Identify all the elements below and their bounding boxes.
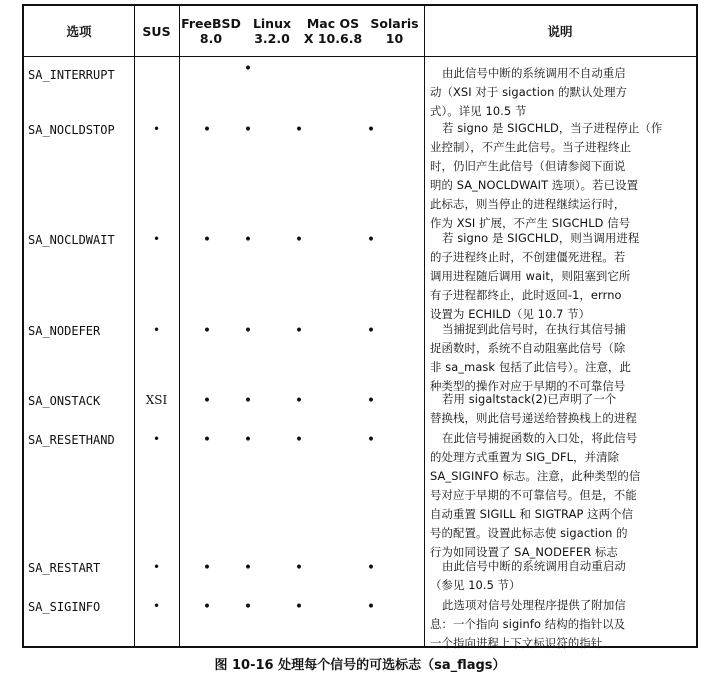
linux-support-mark: • — [243, 122, 253, 138]
header-description: 说明 — [547, 23, 573, 39]
solaris-support-mark: • — [366, 393, 376, 409]
header-linux: Linux 3.2.0 — [252, 16, 292, 46]
macos-support-mark: • — [294, 232, 304, 248]
sus-support: • — [152, 560, 161, 574]
option-description: 在此信号捕捉函数的入口处，将此信号 的处理方式重置为 SIG_DFL，并清除 SA_SIGINFO 标志。注意，此种类型的信 号对应于早期的不可靠信号。但是，不能 自动重置 SIGILL 和 SIGTRAP 这两个信 号的配置。设置此标志使 sigaction 的 行为如同设置了 SA_NODEFER 标志 — [430, 431, 641, 559]
option-description: 若 signo 是 SIGCHLD，当子进程停止（作 业控制），不产生此信号。当子进程终止 时，仍旧产生此信号（但请参阅下面说 明的 SA_NOCLDWAIT 选项）。若已设置 此标志，则当停止的进程继续运行时， 作为 XSI 扩展，不产生 SIGCHLD 信号 — [430, 121, 663, 230]
macos-support-mark: • — [294, 599, 304, 615]
macos-support-mark: • — [294, 393, 304, 409]
linux-support-mark: • — [243, 599, 253, 615]
header-freebsd: FreeBSD 8.0 — [181, 16, 241, 46]
linux-support-mark: • — [243, 560, 253, 576]
freebsd-support-mark: • — [202, 599, 212, 615]
header-divider — [24, 56, 696, 57]
option-description: 由此信号中断的系统调用不自动重启 动（XSI 对于 sigaction 的默认处理方 式）。详见 10.5 节 — [430, 66, 628, 118]
solaris-support-mark: • — [366, 432, 376, 448]
option-description: 此选项对信号处理程序提供了附加信 息：一个指向 siginfo 结构的指针以及 一个指向进程上下文标识符的指针 — [430, 598, 626, 650]
freebsd-support-mark: • — [202, 393, 212, 409]
freebsd-support-mark: • — [202, 432, 212, 448]
linux-support-mark: • — [243, 393, 253, 409]
option-name: SA_SIGINFO — [28, 600, 101, 614]
option-name: SA_NOCLDWAIT — [28, 233, 115, 247]
option-description: 若 signo 是 SIGCHLD，则当调用进程 的子进程终止时，不创建僵死进程。若 调用进程随后调用 wait，则阻塞到它所 有子进程都终止，此时返回-1，errno 设置为 ECHILD（见 10.7 节） — [430, 231, 640, 321]
freebsd-support-mark: • — [202, 122, 212, 138]
freebsd-support-mark: • — [202, 560, 212, 576]
option-name: SA_NOCLDSTOP — [28, 123, 115, 137]
header-sus: SUS — [142, 23, 171, 39]
option-description: 若用 sigaltstack(2)已声明了一个 替换栈，则此信号递送给替换栈上的进程 — [430, 392, 637, 425]
linux-support-mark: • — [243, 232, 253, 248]
solaris-support-mark: • — [366, 560, 376, 576]
option-description: 由此信号中断的系统调用自动重启动 （参见 10.5 节） — [430, 559, 626, 592]
freebsd-support-mark: • — [202, 323, 212, 339]
header-option: 选项 — [66, 23, 92, 39]
solaris-support-mark: • — [366, 323, 376, 339]
linux-support-mark: • — [243, 432, 253, 448]
figure-caption: 图 10-16 处理每个信号的可选标志（sa_flags） — [214, 658, 506, 673]
flags-table — [22, 4, 698, 648]
header-solaris: Solaris 10 — [370, 16, 419, 46]
sus-support: • — [152, 323, 161, 337]
header-macos: Mac OS X 10.6.8 — [303, 16, 363, 46]
linux-support-mark: • — [243, 323, 253, 339]
macos-support-mark: • — [294, 560, 304, 576]
option-name: SA_INTERRUPT — [28, 68, 115, 82]
solaris-support-mark: • — [366, 599, 376, 615]
sus-support: • — [152, 432, 161, 446]
sus-support: XSI — [145, 393, 168, 407]
macos-support-mark: • — [294, 323, 304, 339]
solaris-support-mark: • — [366, 122, 376, 138]
sus-support: • — [152, 232, 161, 246]
sus-support: • — [152, 599, 161, 613]
freebsd-support-mark: • — [202, 232, 212, 248]
option-description: 当捕捉到此信号时，在执行其信号捕 捉函数时，系统不自动阻塞此信号（除 非 sa_mask 包括了此信号）。注意，此 种类型的操作对应于早期的不可靠信号 — [430, 322, 632, 393]
column-divider — [179, 6, 180, 646]
solaris-support-mark: • — [366, 232, 376, 248]
option-name: SA_RESTART — [28, 561, 101, 575]
linux-support-mark: • — [243, 61, 253, 77]
macos-support-mark: • — [294, 122, 304, 138]
option-name: SA_RESETHAND — [28, 433, 115, 447]
macos-support-mark: • — [294, 432, 304, 448]
option-name: SA_ONSTACK — [28, 394, 101, 408]
option-name: SA_NODEFER — [28, 324, 101, 338]
column-divider — [424, 6, 425, 646]
sus-support: • — [152, 122, 161, 136]
